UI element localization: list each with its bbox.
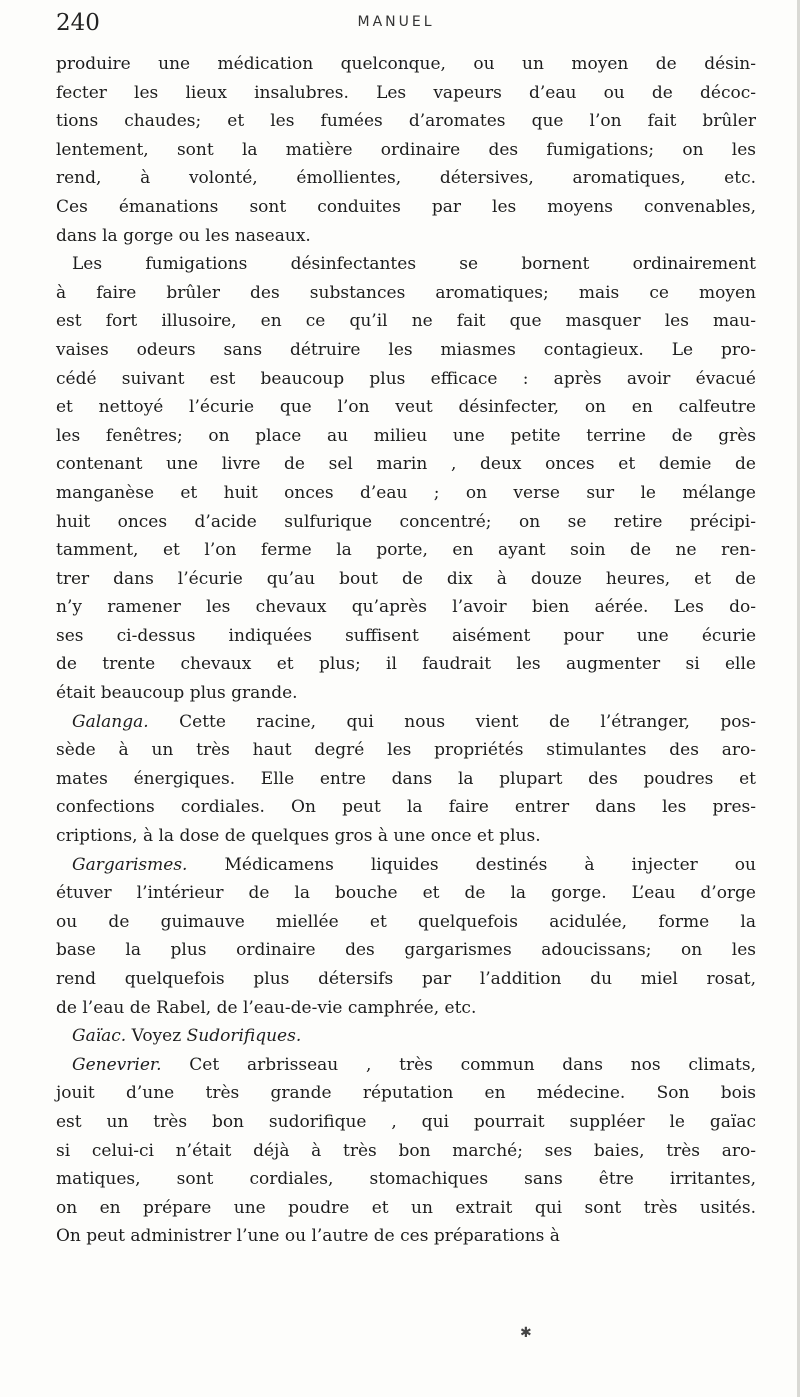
text-line: et nettoyé l’écurie que l’on veut désinfecter, on en calfeutre [56, 397, 756, 418]
text-line: étuver l’intérieur de la bouche et de la gorge. L’eau d’orge [56, 883, 756, 904]
text-line: confections cordiales. On peut la faire entrer dans les pres- [56, 797, 756, 818]
text-line: de trente chevaux et plus; il faudrait les augmenter si elle [56, 654, 756, 675]
text-line: est fort illusoire, en ce qu’il ne fait que masquer les mau- [56, 311, 756, 332]
entry-term-gaiac: Gaïac. [72, 1026, 127, 1047]
text-line: fecter les lieux insalubres. Les vapeurs d’eau ou de décoc- [56, 82, 756, 103]
entry-line [56, 1051, 756, 1080]
text-line: matiques, sont cordiales, stomachiques sans être irritantes, [56, 1169, 756, 1190]
page-number: 240 [56, 10, 100, 36]
text-line: vaises odeurs sans détruire les miasmes contagieux. Le pro- [56, 339, 756, 360]
text-line: n’y ramener les chevaux qu’après l’avoir bien aérée. Les do- [56, 597, 756, 618]
text-line: ou de guimauve miellée et quelquefois acidulée, forme la [56, 911, 756, 932]
text-line: sède à un très haut degré les propriétés stimulantes des aro- [56, 740, 756, 761]
text-line: est un très bon sudorifique , qui pourrait suppléer le gaïac [56, 1111, 756, 1132]
text-line: dans la gorge ou les naseaux. [56, 225, 311, 246]
text-line: tions chaudes; et les fumées d’aromates que l’on fait brûler [56, 111, 756, 132]
text-line: On peut administrer l’une ou l’autre de ces préparations à [56, 1226, 560, 1247]
entry-term-galanga: Galanga. [72, 711, 149, 732]
text-line: lentement, sont la matière ordinaire des fumigations; on les [56, 139, 756, 160]
text-line: trer dans l’écurie qu’au bout de dix à douze heures, et de [56, 568, 756, 589]
text-line: à faire brûler des substances aromatiques; mais ce moyen [56, 282, 756, 303]
text-line: huit onces d’acide sulfurique concentré; on se retire précipi- [56, 511, 756, 532]
running-head: MANUEL [357, 14, 435, 30]
text-line: cédé suivant est beaucoup plus efficace : après avoir évacué [56, 368, 756, 389]
text-line: on en prépare une poudre et un extrait qui sont très usités. [56, 1197, 756, 1218]
text-line: criptions, à la dose de quelques gros à une once et plus. [56, 826, 541, 847]
entry-text: Médicamens liquides destinés à injecter ou [187, 854, 756, 875]
text-line: contenant une livre de sel marin , deux onces et demie de [56, 454, 756, 475]
page-header [56, 8, 736, 44]
text-line: rend quelquefois plus détersifs par l’addition du miel rosat, [56, 969, 756, 989]
body-text [56, 50, 756, 1251]
entry-line [56, 851, 756, 880]
entry-term-gargarismes: Gargarismes. [72, 854, 188, 875]
entry-text: Voyez [126, 1026, 187, 1047]
text-line: ses ci-dessus indiquées suffisent aisément pour une écurie [56, 625, 756, 646]
text-line: de l’eau de Rabel, de l’eau-de-vie camphrée, etc. [56, 997, 477, 1018]
text-line: si celui-ci n’était déjà à très bon marché; ses baies, très aro- [56, 1140, 756, 1161]
entry-line [56, 708, 756, 737]
entry-text: Cet arbrisseau , très commun dans nos climats, [161, 1054, 756, 1075]
text-line: mates énergiques. Elle entre dans la plupart des poudres et [56, 768, 756, 789]
text-line: les fenêtres; on place au milieu une petite terrine de grès [56, 425, 756, 446]
text-line: était beaucoup plus grande. [56, 683, 298, 704]
text-line: manganèse et huit onces d’eau ; on verse sur le mélange [56, 482, 756, 503]
text-line: base la plus ordinaire des gargarismes adoucissans; on les [56, 940, 756, 961]
text-line: produire une médication quelconque, ou un moyen de désin- [56, 54, 756, 74]
entry-text: Cette racine, qui nous vient de l’étranger, pos- [148, 711, 756, 732]
entry-term-genevrier: Genevrier. [72, 1054, 162, 1075]
text-line: Ces émanations sont conduites par les moyens convenables, [56, 196, 756, 217]
text-line: jouit d’une très grande réputation en médecine. Son bois [56, 1083, 756, 1104]
cross-reference: Sudorifiques. [186, 1026, 302, 1047]
text-line: rend, à volonté, émollientes, détersives, aromatiques, etc. [56, 168, 756, 189]
printer-mark: ✱ [520, 1325, 532, 1341]
text-line: Les fumigations désinfectantes se bornent ordinairement [72, 254, 756, 275]
entry-line [56, 1022, 756, 1051]
text-line: tamment, et l’on ferme la porte, en ayant soin de ne ren- [56, 540, 756, 561]
